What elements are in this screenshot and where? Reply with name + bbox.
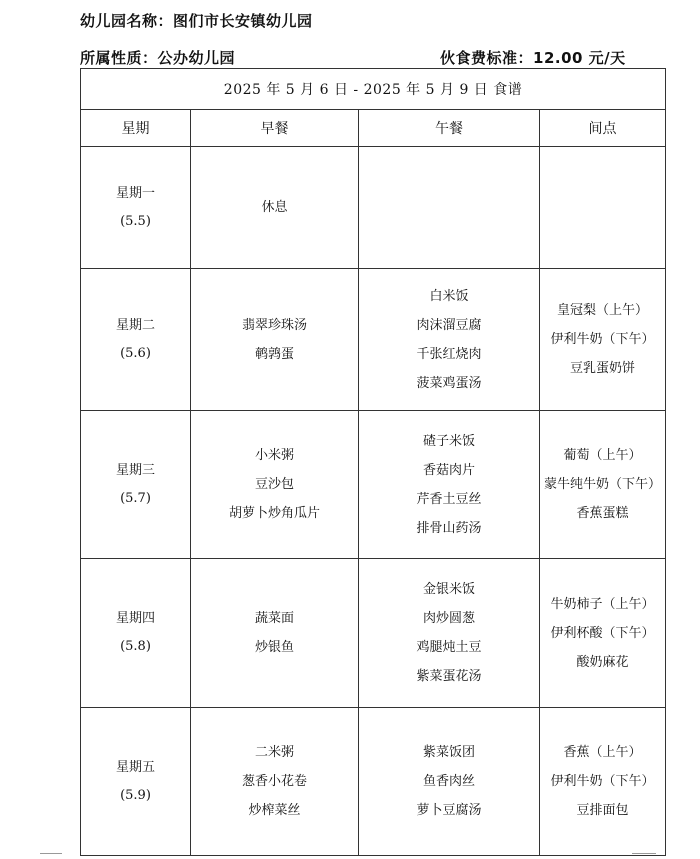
weekday-cell (81, 269, 191, 411)
snack-item: 豆排面包 (576, 803, 629, 818)
lunch-cell (359, 708, 540, 856)
breakfast-item: 翡翠珍珠汤 (241, 317, 307, 333)
column-header-weekday: 星期 (81, 110, 191, 147)
lunch-cell (359, 559, 540, 708)
lunch-item: 芹香土豆丝 (416, 491, 482, 507)
date-label: (5.9) (120, 787, 151, 803)
breakfast-item: 炒银鱼 (254, 640, 294, 655)
lunch-item: 香菇肉片 (422, 462, 475, 478)
weekday-label: 星期五 (115, 759, 155, 775)
date-label: (5.8) (120, 639, 151, 654)
lunch-item: 金银米饭 (422, 582, 475, 597)
lunch-item: 排骨山药汤 (416, 520, 482, 536)
snack-item: 牛奶柿子（上午） (550, 596, 655, 612)
snack-item: 豆乳蛋奶饼 (570, 361, 636, 376)
affiliation-nature: 所属性质：公办幼儿园 (80, 49, 236, 67)
weekday-cell (81, 411, 191, 559)
weekday-cell (81, 559, 191, 708)
snack-item: 伊利杯酸（下午） (550, 625, 655, 641)
menu-row (81, 559, 666, 708)
lunch-item: 菠菜鸡蛋汤 (416, 375, 482, 391)
lunch-item: 碴子米饭 (422, 433, 475, 449)
breakfast-item: 鹌鹑蛋 (254, 346, 294, 362)
weekday-cell (81, 708, 191, 856)
menu-row (81, 147, 666, 269)
meal-fee-standard: 伙食费标准：12.00 元/天 (440, 49, 626, 67)
lunch-item: 白米饭 (429, 288, 469, 304)
lunch-cell (359, 411, 540, 559)
breakfast-item: 小米粥 (254, 448, 294, 463)
snack-item: 伊利牛奶（下午） (550, 774, 655, 789)
date-label: (5.7) (120, 490, 151, 506)
lunch-item: 鸡腿炖土豆 (416, 640, 482, 655)
breakfast-cell (191, 269, 359, 411)
lunch-cell (359, 269, 540, 411)
breakfast-item: 豆沙包 (254, 477, 294, 492)
breakfast-item: 葱香小花卷 (241, 774, 307, 789)
menu-row (81, 411, 666, 559)
kindergarten-name: 幼儿园名称：图们市长安镇幼儿园 (80, 12, 313, 30)
column-header-lunch: 午餐 (359, 110, 540, 147)
snack-item: 皇冠梨（上午） (557, 303, 649, 318)
snack-cell (540, 708, 666, 856)
breakfast-item: 休息 (261, 200, 288, 215)
page-edge-line (632, 853, 656, 859)
page-edge-line (40, 853, 62, 859)
breakfast-item: 炒榨菜丝 (248, 803, 301, 818)
menu-row (81, 269, 666, 411)
lunch-item: 紫菜饭团 (422, 745, 475, 760)
snack-cell (540, 147, 666, 269)
snack-item: 蒙牛纯牛奶（下午） (544, 477, 662, 492)
breakfast-cell (191, 708, 359, 856)
snack-cell (540, 559, 666, 708)
lunch-item: 肉炒圆葱 (422, 611, 475, 626)
lunch-item: 肉沫溜豆腐 (416, 317, 482, 333)
menu-row (81, 708, 666, 856)
lunch-item: 萝卜豆腐汤 (416, 803, 482, 818)
weekday-label: 星期三 (115, 462, 155, 478)
breakfast-item: 蔬菜面 (254, 611, 294, 626)
column-header-breakfast: 早餐 (191, 110, 359, 147)
lunch-cell (359, 147, 540, 269)
weekday-cell (81, 147, 191, 269)
snack-item: 葡萄（上午） (563, 448, 642, 463)
date-label: (5.5) (120, 213, 151, 229)
breakfast-cell (191, 411, 359, 559)
snack-item: 伊利牛奶（下午） (550, 332, 655, 347)
snack-cell (540, 411, 666, 559)
column-header-snack: 间点 (540, 110, 666, 147)
snack-cell (540, 269, 666, 411)
lunch-item: 千张红烧肉 (416, 346, 482, 362)
menu-title: 2025 年 5 月 6 日 - 2025 年 5 月 9 日 食谱 (81, 69, 666, 110)
snack-item: 香蕉蛋糕 (576, 506, 629, 521)
weekday-label: 星期二 (115, 317, 155, 333)
breakfast-cell (191, 147, 359, 269)
snack-item: 酸奶麻花 (576, 654, 629, 670)
weekday-label: 星期四 (115, 611, 155, 626)
weekday-label: 星期一 (115, 185, 155, 201)
lunch-item: 鱼香肉丝 (422, 774, 475, 789)
date-label: (5.6) (120, 345, 151, 361)
breakfast-cell (191, 559, 359, 708)
menu-table (80, 68, 666, 856)
snack-item: 香蕉（上午） (563, 745, 642, 760)
breakfast-item: 二米粥 (254, 745, 294, 760)
lunch-item: 紫菜蛋花汤 (416, 669, 482, 684)
breakfast-item: 胡萝卜炒角瓜片 (228, 506, 320, 521)
